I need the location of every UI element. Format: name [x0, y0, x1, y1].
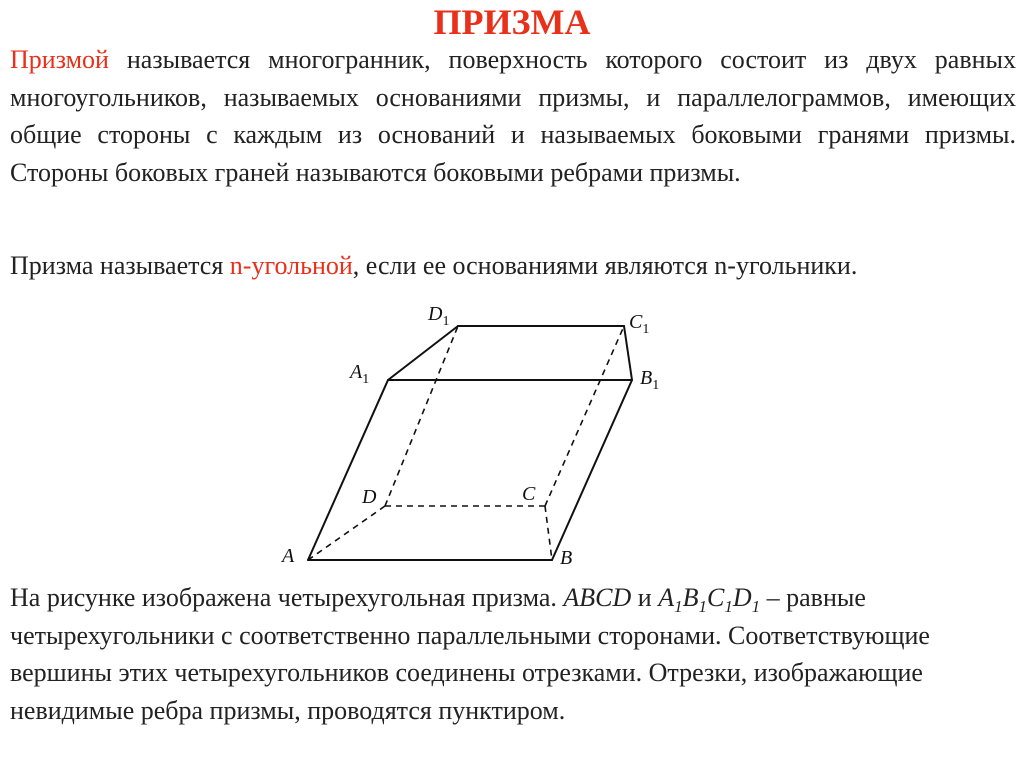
- edge-A-A1: [308, 380, 388, 560]
- definition-paragraph: [10, 41, 1016, 191]
- edge-B-B1: [552, 380, 632, 560]
- caption-part1: На рисунке изображена четырехугольная призма.: [10, 583, 564, 612]
- hidden-edge-C-C1: [545, 326, 624, 506]
- caption-paragraph: [10, 579, 1016, 729]
- vertex-label-A1: $A_1$: [350, 361, 370, 387]
- definition-term: Призмой: [10, 45, 109, 74]
- caption-base1: ABCD: [563, 583, 632, 612]
- vertex-label-B: B: [560, 547, 573, 569]
- n-gonal-after: , если ее основаниями являются n-угольники.: [352, 251, 858, 280]
- definition-text: называется многогранник, поверхность которого состоит из двух равных многоугольников, называемых основаниями призмы, и параллелограммов, имеющих общие стороны с каждым из оснований и называемых боковыми гранями призмы. Стороны боковых граней называются боковыми ребрами призмы.: [10, 45, 1016, 187]
- n-gonal-paragraph: [10, 247, 1016, 285]
- vertex-label-B1: $B_1$: [640, 367, 660, 393]
- vertex-label-C: C: [522, 483, 536, 505]
- prism-figure: [270, 298, 690, 580]
- vertex-label-C1: $C_1$: [629, 311, 650, 337]
- edge-C1-B1: [624, 326, 632, 380]
- vertex-label-A: A: [282, 545, 295, 567]
- caption-base2: $A_1B_1C_1D_1$: [658, 583, 761, 616]
- vertex-label-D1: $D_1$: [428, 303, 450, 329]
- hidden-edge-C-B: [545, 506, 552, 560]
- n-gonal-before: Призма называется: [10, 251, 230, 280]
- vertex-label-D: D: [362, 486, 377, 508]
- caption-and: и: [631, 583, 659, 612]
- slide-title: ПРИЗМА: [433, 2, 591, 42]
- caption-part2: – равные четырехугольники с соответственно параллельными сторонами. Соответствующие вершины этих четырехугольников соединены отрезками. Отрезки, изображающие невидимые ребра призмы, проводятся пунктиром.: [10, 583, 930, 725]
- n-gonal-term: n-угольной: [229, 251, 353, 280]
- prism-diagram: [270, 298, 690, 580]
